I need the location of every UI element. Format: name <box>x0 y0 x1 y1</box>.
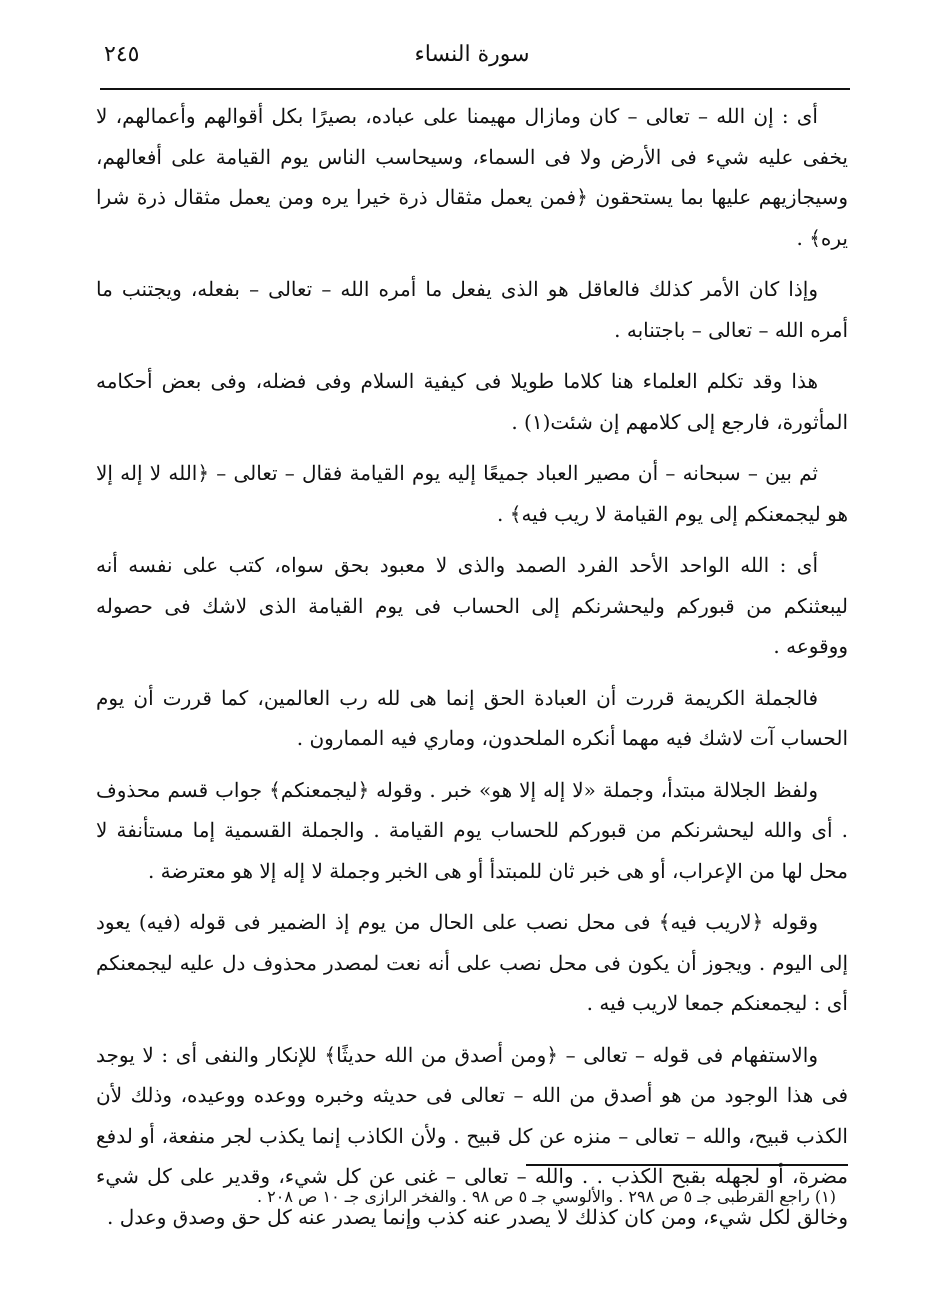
paragraph: وإذا كان الأمر كذلك فالعاقل هو الذى يفعل ما أمره الله – تعالى – بفعله، ويجتنب ما أمره الله – تعالى – باجتنابه . <box>96 277 848 342</box>
paragraph: وقوله ﴿لاريب فيه﴾ فى محل نصب على الحال من يوم إذ الضمير فى قوله (فيه) يعود إلى اليوم . ويجوز أن يكون فى محل نصب على أنه نعت لمصدر محذوف دل عليه ليجمعنكم أى : ليجمعنكم جمعا لاريب فيه . <box>96 910 848 1015</box>
paragraph: ولفظ الجلالة مبتدأ، وجملة «لا إله إلا هو» خبر . وقوله ﴿ليجمعنكم﴾ جواب قسم محذوف . أى والله ليحشرنكم من قبوركم للحساب يوم القيامة . والجملة القسمية إما مستأنفة لا محل لها من الإعراب، أو هى خبر ثان للمبتدأ أو هى الخبر وجملة لا إله إلا هو معترضة . <box>96 777 848 883</box>
paragraph: هذا وقد تكلم العلماء هنا كلاما طويلا فى كيفية السلام وفى فضله، وفى بعض أحكامه المأثورة، فارجع إلى كلامهم إن شئت(١) . <box>96 369 848 434</box>
paragraph: ثم بين – سبحانه – أن مصير العباد جميعًا إليه يوم القيامة فقال – تعالى – ﴿الله لا إله إلا هو ليجمعنكم إلى يوم القيامة لا ريب فيه﴾ . <box>96 461 848 526</box>
running-title: سورة النساء <box>414 42 530 67</box>
paragraph: فالجملة الكريمة قررت أن العبادة الحق إنما هى لله رب العالمين، كما قررت أن يوم الحساب آت لاشك فيه مهما أنكره الملحدون، وماري فيه الممارون . <box>96 685 848 750</box>
paragraph: والاستفهام فى قوله – تعالى – ﴿ومن أصدق من الله حديثًا﴾ للإنكار والنفى أى : لا يوجد فى هذا الوجود من هو أصدق من الله – تعالى فى حديثه وخبره ووعده ووعيده، وذلك لأن الكذب قبيح، والله – تعالى – منزه عن كل قبيح . ولأن الكاذب إنما يكذب لجر منفعة، أو لدفع مضرة، أو لجهله بقبح الكذب . . والله – تعالى – غنى عن كل شيء، وقدير على كل شيء وخالق لكل شيء، ومن كان كذلك لا يصدر عنه كذب وإنما يصدر عنه كل حق وصدق وعدل . <box>96 1042 848 1229</box>
body-text <box>96 96 848 1248</box>
footnote: (١) راجع القرطبى جـ ٥ ص ٢٩٨ . والألوسي جـ ٥ ص ٩٨ . والفخر الرازى جـ ١٠ ص ٢٠٨ . <box>257 1187 836 1206</box>
paragraph: أى : إن الله – تعالى – كان ومازال مهيمنا على عباده، بصيرًا بكل أقوالهم وأعمالهم، لا يخفى عليه شيء فى الأرض ولا فى السماء، وسيحاسب الناس يوم القيامة على أفعالهم، وسيجازيهم عليها بما يستحقون ﴿فمن يعمل مثقال ذرة خيرا يره ومن يعمل مثقال ذرة شرا يره﴾ . <box>96 104 848 250</box>
header-rule <box>100 88 850 90</box>
paragraph: أى : الله الواحد الأحد الفرد الصمد والذى لا معبود بحق سواه، كتب على نفسه أنه ليبعثنكم من قبوركم وليحشرنكم إلى الحساب فى يوم القيامة الذى لاشك فى حصوله ووقوعه . <box>96 553 848 658</box>
page-number: ٢٤٥ <box>104 42 140 67</box>
footnote-rule <box>526 1164 848 1166</box>
page-header <box>96 38 848 82</box>
